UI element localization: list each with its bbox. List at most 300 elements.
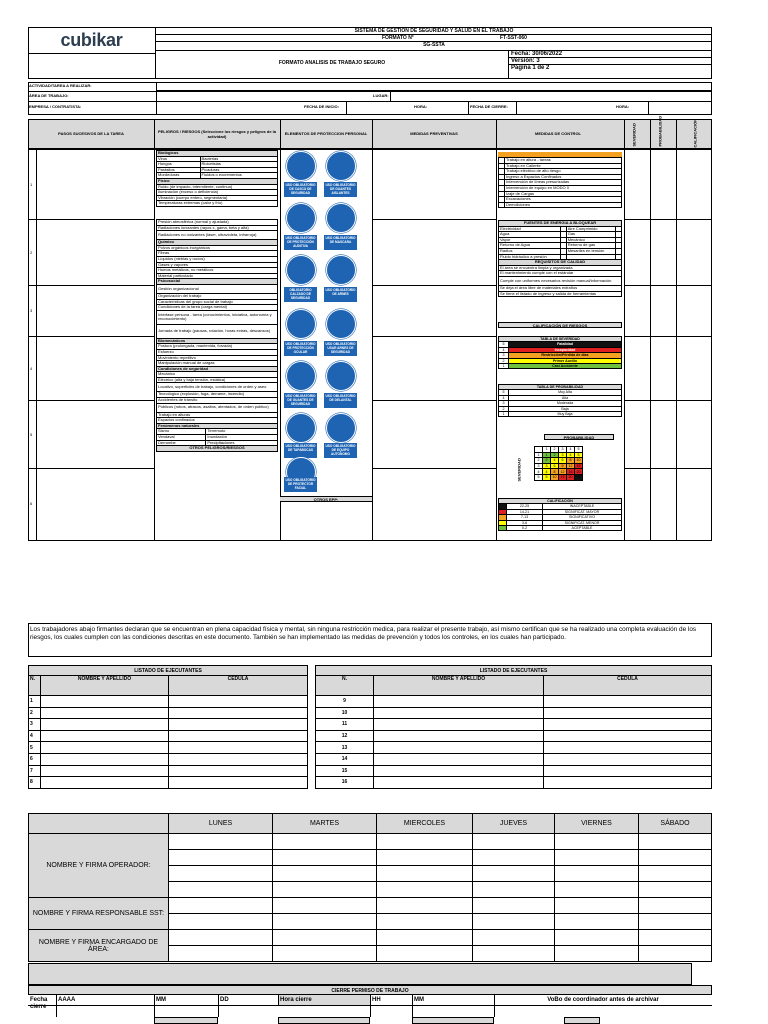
quality-option[interactable]: El mantenimiento cumple con el estándar <box>499 271 622 277</box>
activity-field[interactable] <box>156 82 712 91</box>
name-field[interactable] <box>374 696 544 708</box>
matrix-cell: 25 <box>576 475 581 480</box>
step-number: 1 <box>30 182 33 187</box>
energy-option[interactable]: Aire Comprimido <box>566 226 615 232</box>
calification-label: SIGNIFICAT. MAYOR <box>543 509 622 514</box>
signature-cell[interactable] <box>273 866 377 882</box>
executors-list-right <box>315 665 712 789</box>
calification-label: SIGNIFICAT. MENOR <box>543 520 622 525</box>
hazard-option[interactable]: Fluidos o excrementos <box>200 173 277 179</box>
matrix-cell: 2 <box>551 452 559 458</box>
matrix-cell: 10 <box>576 458 581 463</box>
control-panel <box>498 152 622 208</box>
declaration-text: Los trabajadores abajo firmantes declaran que se encuentran en plena capacidad física y mental, sin ninguna restricción medica, para realizar el presente trabajo, así mismo certifican que se ha realizado una completa evaluación de los riesgos, los cuales cumplen con las condiciones descritas en este documento. También se han implementado las medidas de prevención y todos los controles, en los cuales han participado. <box>28 623 712 657</box>
hazard-option[interactable]: Ruido (de impacto, intermitente, continuo) <box>157 184 278 190</box>
hazard-option[interactable]: Organización del trabajo <box>157 293 278 299</box>
hazard-option[interactable]: Eléctrico (alta y baja tensión, estática) <box>157 377 278 383</box>
form-page: Página 1 de 2 <box>511 65 550 71</box>
matrix-cell: 16 <box>568 469 573 474</box>
severity-level: 5 <box>499 342 509 347</box>
col-severity: SEVERIDAD <box>631 123 637 147</box>
row-number: 3 <box>29 719 41 731</box>
signature-cell[interactable] <box>473 898 555 914</box>
matrix-head: 1 <box>543 447 551 453</box>
signature-cell[interactable] <box>473 834 555 850</box>
matrix-side: 5 <box>535 474 543 480</box>
name-field[interactable] <box>41 719 169 731</box>
row-number: 5 <box>29 742 41 754</box>
ppe-sign: USO OBLIGATORIO USAR ARNES DE SEGURIDAD <box>324 341 357 356</box>
table-row[interactable] <box>29 765 308 777</box>
hazard-option[interactable]: Postura (prolongada, mantenida, forzada) <box>157 344 278 350</box>
hour-label: HH <box>372 997 381 1003</box>
row-number: 6 <box>29 753 41 765</box>
signature-cell[interactable] <box>377 882 473 898</box>
signature-cell[interactable] <box>377 866 473 882</box>
close-date-label: FECHA DE CIERRE: <box>470 104 508 109</box>
ppe-sign: USO OBLIGATORIO DE DELANTAL <box>324 393 357 408</box>
id-field[interactable] <box>544 753 712 765</box>
id-field[interactable] <box>544 696 712 708</box>
name-field[interactable] <box>41 707 169 719</box>
signature-cell[interactable] <box>473 866 555 882</box>
signature-cell[interactable] <box>377 946 473 962</box>
signature-cell[interactable] <box>169 882 273 898</box>
severity-label: Casi Accidente <box>509 363 622 368</box>
energy-option[interactable]: Fluido hidráulico a presión <box>499 254 561 260</box>
hazard-option[interactable]: Fibras <box>157 251 278 257</box>
signature-cell[interactable] <box>639 946 712 962</box>
vobo-label: VoBo de coordinador antes de archivar <box>547 997 659 1003</box>
permit-option[interactable]: Excavaciones <box>505 197 622 203</box>
hazard-option[interactable]: Locativo, superficies de trabajo, condiciones de orden y aseo <box>157 383 278 392</box>
system-title: SISTEMA DE GESTION DE SEGURIDAD Y SALUD EN EL TRABAJO <box>156 28 712 35</box>
start-date-label: FECHA DE INICIO: <box>304 104 339 109</box>
table-row[interactable] <box>316 719 712 731</box>
format-row <box>156 35 712 42</box>
company-label: EMPRESA / CONTRATISTA: <box>29 104 82 109</box>
matrix-side: 4 <box>535 469 543 475</box>
sg-code: SG-SSTA <box>156 42 712 51</box>
day-header: SÁBADO <box>639 814 712 834</box>
name-field[interactable] <box>374 707 544 719</box>
signature-cell[interactable] <box>377 898 473 914</box>
hazard-option[interactable]: Espacios confinados <box>157 418 278 424</box>
signature-cell[interactable] <box>169 834 273 850</box>
table-row[interactable] <box>316 696 712 708</box>
row-number: 15 <box>316 765 374 777</box>
sst-label: NOMBRE Y FIRMA RESPONSABLE SST: <box>29 898 169 930</box>
list-col-name: NOMBRE Y APELLIDO <box>41 676 169 696</box>
permit-option[interactable]: Trabajo en Caliente <box>505 163 622 169</box>
closing-band <box>28 963 692 985</box>
matrix-title: PROBABILIDAD <box>544 434 614 440</box>
name-field[interactable] <box>374 753 544 765</box>
energy-option[interactable]: Agua <box>499 232 561 238</box>
energy-panel <box>498 220 622 297</box>
id-field[interactable] <box>544 765 712 777</box>
hazard-option[interactable]: Gases y vapores <box>157 262 278 268</box>
quality-option[interactable]: Cumple con uniformes necesarios revisión manual/información <box>499 276 622 285</box>
other-ppe: OTROS EPP: <box>280 496 372 502</box>
ppe-sign: USO OBLIGATORIO DE ARNES <box>324 287 357 302</box>
signature-cell[interactable] <box>273 898 377 914</box>
close-date-field[interactable] <box>516 101 600 115</box>
col-probability: PROBABILIDAD <box>657 115 663 147</box>
row-number: 14 <box>316 753 374 765</box>
hazard-group: Fenómenos naturales <box>157 423 278 429</box>
day-header: MARTES <box>273 814 377 834</box>
quality-option[interactable]: Se deja el área libre de materiales extraños <box>499 285 622 291</box>
name-field[interactable] <box>41 742 169 754</box>
signature-cell[interactable] <box>555 898 639 914</box>
id-field[interactable] <box>169 777 308 789</box>
hazard-option[interactable]: Características del grupo social de trabajo <box>157 299 278 305</box>
ppe-sign: USO OBLIGATORIO DE MASCARA <box>324 235 357 250</box>
logo-text: cubikar <box>60 29 123 50</box>
id-field[interactable] <box>544 719 712 731</box>
id-field[interactable] <box>544 730 712 742</box>
hazard-option[interactable]: Condiciones de la tarea (carga mental) <box>157 305 278 311</box>
hazard-group: Biológicos <box>157 151 278 157</box>
hazard-option[interactable]: Hongos <box>157 162 201 168</box>
table-row[interactable] <box>29 753 308 765</box>
signature-cell[interactable] <box>473 930 555 946</box>
row-number: 4 <box>29 730 41 742</box>
permit-option[interactable]: Trabajo eléctrico de alto riesgo <box>505 169 622 175</box>
col-control: MEDIDAS DE CONTROL <box>535 131 581 136</box>
permit-option[interactable]: Intervención de equipo en MODO 0 <box>505 185 622 191</box>
signature-cell[interactable] <box>473 850 555 866</box>
signature-cell[interactable] <box>555 930 639 946</box>
permit-option[interactable]: Trabajo en altura - tareas <box>505 158 622 164</box>
severity-level: 3 <box>499 353 509 358</box>
breathing-apparatus-icon <box>326 413 356 443</box>
hazard-option[interactable]: Rickettsias <box>200 162 277 168</box>
signature-cell[interactable] <box>639 882 712 898</box>
probability-level: 4 <box>499 395 509 400</box>
matrix-head: 5 <box>575 447 583 453</box>
name-field[interactable] <box>41 730 169 742</box>
list-title: LISTADO DE EJECUTANTES <box>316 666 712 676</box>
table-row[interactable] <box>29 707 308 719</box>
signature-cell[interactable] <box>555 882 639 898</box>
ppe-sign: USO OBLIGATORIO DE GUANTES AISLANTES <box>324 182 357 197</box>
hazard-option[interactable]: Líquidos (nieblas y rocíos) <box>157 256 278 262</box>
table-row[interactable] <box>29 777 308 789</box>
table-row[interactable] <box>316 707 712 719</box>
id-field[interactable] <box>169 719 308 731</box>
table-row[interactable] <box>316 765 712 777</box>
ppe-sign: USO OBLIGATORIO DE PROTECTOR FACIAL <box>284 477 317 492</box>
hazard-option[interactable]: Presión atmosférica (normal y ajustada) <box>157 220 278 226</box>
list-col-n: N. <box>316 676 374 696</box>
energy-option[interactable]: Mesariles en tensión <box>566 248 615 254</box>
year-label: AAAA <box>58 997 76 1003</box>
id-field[interactable] <box>169 696 308 708</box>
ear-protection-icon <box>286 203 316 233</box>
signature-cell[interactable] <box>377 914 473 930</box>
matrix-cell: 15 <box>560 475 565 480</box>
close-hour-label: Hora cierre <box>280 997 312 1003</box>
quality-option[interactable]: El área se encuentra limpia y organizada <box>499 265 622 271</box>
list-col-id: CEDULA <box>169 676 308 696</box>
signature-cell[interactable] <box>169 930 273 946</box>
severity-label: Restricción/Pérdida de días <box>509 353 622 358</box>
signature-cell[interactable] <box>169 866 273 882</box>
probability-level: 1 <box>499 411 509 416</box>
id-field[interactable] <box>544 777 712 789</box>
signature-cell[interactable] <box>473 946 555 962</box>
signature-field[interactable] <box>154 1017 218 1024</box>
name-field[interactable] <box>374 777 544 789</box>
name-field[interactable] <box>41 696 169 708</box>
hazard-option[interactable]: Parásitos <box>157 167 201 173</box>
table-row[interactable] <box>316 777 712 789</box>
probability-level: 2 <box>499 406 509 411</box>
calification-color <box>499 525 507 530</box>
name-field[interactable] <box>374 742 544 754</box>
table-row[interactable] <box>29 719 308 731</box>
table-row[interactable] <box>29 742 308 754</box>
calification-range: 0-2 <box>507 525 543 530</box>
operator-label: NOMBRE Y FIRMA OPERADOR: <box>29 834 169 898</box>
matrix-cell: 8 <box>567 458 575 464</box>
signature-cell[interactable] <box>377 850 473 866</box>
signature-field[interactable] <box>278 1017 370 1024</box>
hazard-option[interactable]: Trabajo en alturas <box>157 412 278 418</box>
signature-cell[interactable] <box>273 914 377 930</box>
calification-range: 3-6 <box>507 520 543 525</box>
signature-cell[interactable] <box>639 898 712 914</box>
matrix-cell: 4 <box>543 469 551 475</box>
row-number: 2 <box>29 707 41 719</box>
close-date-label: Fecha cierre <box>30 997 48 1010</box>
probability-table <box>498 384 622 417</box>
signature-cell[interactable] <box>639 930 712 946</box>
signature-cell[interactable] <box>639 850 712 866</box>
table-row[interactable] <box>316 742 712 754</box>
ppe-sign: USO OBLIGATORIO DE GUANTES DE SEGURIDAD <box>284 393 317 408</box>
signature-cell[interactable] <box>555 834 639 850</box>
close-hour-label: HORA: <box>616 104 630 109</box>
id-field[interactable] <box>169 765 308 777</box>
signature-cell[interactable] <box>169 914 273 930</box>
hazard-option[interactable]: Manipulación manual de cargas <box>157 361 278 367</box>
name-field[interactable] <box>374 730 544 742</box>
name-field[interactable] <box>41 765 169 777</box>
id-field[interactable] <box>544 742 712 754</box>
signature-cell[interactable] <box>169 946 273 962</box>
signature-cell[interactable] <box>473 882 555 898</box>
step-number: 5 <box>30 432 33 437</box>
harness-icon <box>326 309 356 339</box>
hazard-option[interactable]: Jornada de trabajo (pausas, rotación, horas extras, descansos) <box>157 324 278 338</box>
hazard-group: Condiciones de seguridad <box>157 366 278 372</box>
other-hazards: OTROS PELIGROS/RIESGOS <box>157 446 278 452</box>
table-row[interactable] <box>29 696 308 708</box>
calification-title: CALIFICACIÓN <box>499 499 622 504</box>
hazard-option[interactable]: Precipitaciones <box>206 440 278 446</box>
hazard-option[interactable]: Tecnológico (explosión, fuga, derrame, incendio) <box>157 392 278 398</box>
goggles-icon <box>286 309 316 339</box>
hazard-option[interactable]: Inundación <box>206 435 278 441</box>
id-field[interactable] <box>169 742 308 754</box>
energy-title: FUENTES DE ENERGIA A BLOQUEAR <box>499 221 622 227</box>
matrix-head: 2 <box>551 447 559 453</box>
hazard-option[interactable]: Mecánico <box>157 372 278 378</box>
risk-title: CALIFICACIÓN DE RIESGOS <box>498 322 622 328</box>
permit-option[interactable]: Izaje de Cargas <box>505 191 622 197</box>
hazard-option[interactable]: Terremoto <box>206 429 278 435</box>
hazard-option[interactable]: Movimiento repetitivo <box>157 355 278 361</box>
table-row[interactable] <box>316 730 712 742</box>
signature-cell[interactable] <box>555 850 639 866</box>
signature-cell[interactable] <box>169 850 273 866</box>
energy-option[interactable]: Retorno de Agua <box>499 243 561 249</box>
severity-level: 4 <box>499 347 509 352</box>
signature-cell[interactable] <box>273 834 377 850</box>
id-field[interactable] <box>169 753 308 765</box>
table-row[interactable] <box>29 730 308 742</box>
matrix-cell: 6 <box>559 458 567 464</box>
severity-level: 1 <box>499 363 509 368</box>
row-number: 8 <box>29 777 41 789</box>
harness-icon <box>326 255 356 285</box>
matrix-cell: 20 <box>576 469 581 474</box>
severity-title: TABLA DE SEVERIDAD <box>499 337 622 342</box>
energy-option[interactable]: Mecánico <box>566 237 615 243</box>
signature-field[interactable] <box>564 1017 600 1024</box>
hazard-option[interactable]: Gestión organizacional <box>157 284 278 293</box>
start-date-field[interactable] <box>346 101 412 115</box>
hazard-option[interactable]: Picaduras <box>200 167 277 173</box>
area-field[interactable] <box>156 91 372 101</box>
severity-label: Incapacidad <box>509 347 622 352</box>
ppe-sign: OBLIGATORIO CALZADO DE SEGURIDAD <box>284 287 317 302</box>
energy-option[interactable]: Vapor <box>499 237 561 243</box>
matrix-cell: 1 <box>543 452 551 458</box>
permit-option[interactable]: Ingreso a Espacios Confinados <box>505 174 622 180</box>
matrix-cell: 4 <box>551 458 559 464</box>
name-field[interactable] <box>41 777 169 789</box>
id-field[interactable] <box>544 707 712 719</box>
hazard-option[interactable]: Virus <box>157 156 201 162</box>
col-hazards: PELIGROS / RIESGOS (Seleccione los riesgos y peligros de la actividad) <box>157 129 277 139</box>
hazard-option[interactable]: Mordeduras <box>157 173 201 179</box>
signature-cell[interactable] <box>273 946 377 962</box>
name-field[interactable] <box>374 765 544 777</box>
row-number: 12 <box>316 730 374 742</box>
minute-label: MM <box>414 997 424 1003</box>
signature-cell[interactable] <box>555 946 639 962</box>
matrix-cell: 8 <box>551 469 559 475</box>
company-field[interactable] <box>156 101 302 115</box>
energy-option[interactable]: Retorno de gas <box>566 243 615 249</box>
energy-option[interactable]: Radios <box>499 248 561 254</box>
form-title: FORMATO ANALISIS DE TRABAJO SEGURO <box>278 60 386 66</box>
list-col-n: N. <box>29 676 41 696</box>
calification-label: SIGNIFICATIVO <box>543 515 622 520</box>
signature-cell[interactable] <box>273 930 377 946</box>
signature-cell[interactable] <box>639 866 712 882</box>
hazard-option[interactable]: Radiaciones ionizantes (rayos x, gama, beta y alfa) <box>157 225 278 231</box>
energy-option[interactable]: Electricidad <box>499 226 561 232</box>
hazard-option[interactable]: Vendaval <box>157 435 206 441</box>
hazard-option[interactable]: Radiaciones no ionizantes (láser, ultravioleta, infrarroja) <box>157 231 278 240</box>
hazard-option[interactable]: Accidentes de tránsito <box>157 398 278 404</box>
severity-label: Fatalidad <box>509 342 622 347</box>
matrix-cell: 4 <box>567 452 575 458</box>
signature-cell[interactable] <box>555 914 639 930</box>
matrix-cell: 6 <box>551 463 559 469</box>
matrix-cell: 15 <box>576 464 581 469</box>
hazard-option[interactable]: Derrumbe <box>157 440 206 446</box>
signature-cell[interactable] <box>555 866 639 882</box>
step-number: 6 <box>30 501 33 506</box>
table-row[interactable] <box>316 753 712 765</box>
name-field[interactable] <box>374 719 544 731</box>
hazard-option[interactable]: Bacterias <box>200 156 277 162</box>
hazard-option[interactable]: Públicos (robos, atracos, asaltos, atentados, de orden público) <box>157 403 278 412</box>
signature-cell[interactable] <box>273 850 377 866</box>
hazard-option[interactable]: Sismo <box>157 429 206 435</box>
format-code: FT-SST-060 <box>500 35 527 41</box>
signature-cell[interactable] <box>169 898 273 914</box>
id-field[interactable] <box>169 707 308 719</box>
hazard-option[interactable]: Iluminación (exceso o deficiencia) <box>157 190 278 196</box>
month-label: MM <box>156 997 166 1003</box>
hazard-option[interactable]: Temperaturas extremas (calor y frío) <box>157 201 278 207</box>
signature-cell[interactable] <box>273 882 377 898</box>
permit-option[interactable]: Demoliciones <box>505 202 622 208</box>
matrix-side: 2 <box>535 458 543 464</box>
energy-option[interactable]: Gas <box>566 232 615 238</box>
hazard-option[interactable]: Material particulado <box>157 273 278 279</box>
signature-cell[interactable] <box>639 834 712 850</box>
day-header: VIERNES <box>555 814 639 834</box>
row-number: 16 <box>316 777 374 789</box>
place-field[interactable] <box>390 91 712 101</box>
matrix-cell: 20 <box>568 475 573 480</box>
signature-cell[interactable] <box>473 914 555 930</box>
calification-range: 14-21 <box>507 509 543 514</box>
name-field[interactable] <box>41 753 169 765</box>
hazard-group: Biomecánicos <box>157 338 278 344</box>
row-number: 13 <box>316 742 374 754</box>
signature-cell[interactable] <box>377 834 473 850</box>
signature-field[interactable] <box>412 1017 494 1024</box>
id-field[interactable] <box>169 730 308 742</box>
hazard-option[interactable]: Esfuerzo <box>157 349 278 355</box>
probability-label: Alta <box>509 395 622 400</box>
hazard-option[interactable]: Interfase persona - tarea (conocimientos, iniciativa, autonomía y reconocimiento) <box>157 310 278 324</box>
hazard-option[interactable]: Humos metálicos, no metálicos <box>157 268 278 274</box>
row-number: 11 <box>316 719 374 731</box>
close-hour-field[interactable] <box>648 101 712 115</box>
quality-option[interactable]: Se tiene el listado de ingreso y salida de herramientas <box>499 291 622 297</box>
col-rating: CALIFICACIÓN <box>692 118 698 148</box>
signature-cell[interactable] <box>377 930 473 946</box>
hazard-option[interactable]: Vibración (cuerpo entero, segmentaria) <box>157 195 278 201</box>
permit-option[interactable]: Intervención de líneas presurizadas <box>505 180 622 186</box>
signature-cell[interactable] <box>639 914 712 930</box>
safety-boots-icon <box>286 255 316 285</box>
row-number: 9 <box>316 696 374 708</box>
area-manager-label: NOMBRE Y FIRMA ENCARGADO DE ÁREA: <box>29 930 169 962</box>
matrix-cell: 10 <box>552 475 557 480</box>
hazard-option[interactable]: Polvos orgánicos inorgánicos <box>157 245 278 251</box>
